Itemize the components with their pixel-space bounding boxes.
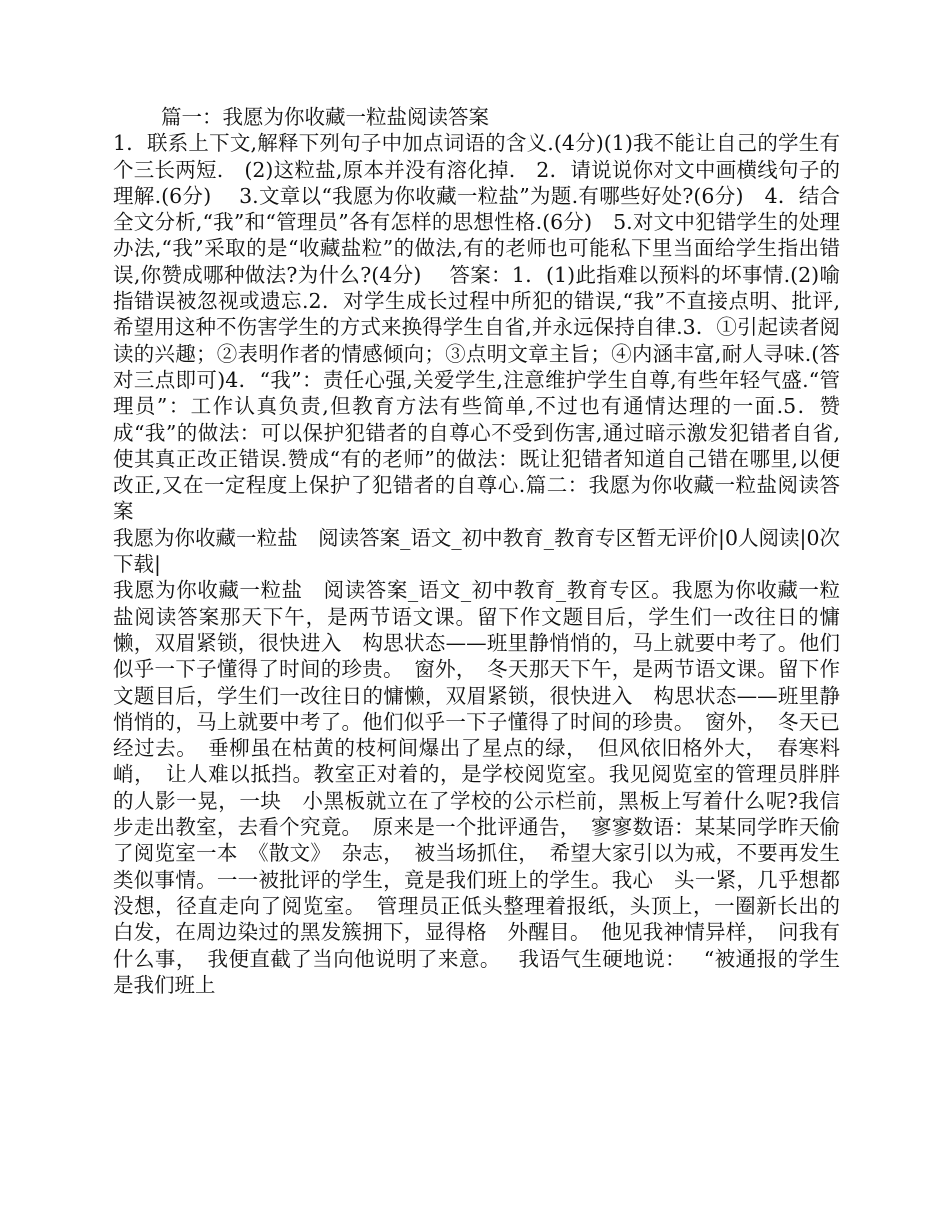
document-title: 篇一：我愿为你收藏一粒盐阅读答案 <box>161 105 489 129</box>
story-paragraph: 我愿为你收藏一粒盐 阅读答案_语文_初中教育_教育专区。我愿为你收藏一粒盐阅读答案那天下午，是两节语文课。留下作文题目后，学生们一改往日的慵懒，双眉紧锁，很快进入 构思状态——班里静悄悄的，马上就要中考了。他们似乎一下子懂得了时间的珍贵。 窗外， 冬天那天下午，是两节语文课。留下作文题目后，学生们一改往日的慵懒，双眉紧锁，很快进入 构思状态——班里静悄悄的，马上就要中考了。他们似乎一下子懂得了时间的珍贵。 窗外， 冬天已经过去。 垂柳虽在枯黄的枝柯间爆出了星点的绿， 但风依旧格外大， 春寒料峭， 让人难以抵挡。教室正对着的，是学校阅览室。我见阅览室的管理员胖胖的人影一晃，一块 小黑板就立在了学校的公示栏前，黑板上写着什么呢?我信步走出教室，去看个究竟。 原来是一个批评通告， 寥寥数语：某某同学昨天偷了阅览室一本 《散文》 杂志， 被当场抓住， 希望大家引以为戒，不要再发生类似事情。一一被批评的学生，竟是我们班上的学生。我心 头一紧，几乎想都没想，径直走向了阅览室。 管理员正低头整理着报纸，头顶上，一圈新长出的白发，在周边染过的黑发簇拥下，显得格 外醒目。 他见我神情异样， 问我有什么事， 我便直截了当向他说明了来意。 我语气生硬地说： “被通报的学生是我们班上 <box>113 578 840 997</box>
document-page <box>113 104 840 998</box>
meta-line: 我愿为你收藏一粒盐 阅读答案_语文_初中教育_教育专区暂无评价|0人阅读|0次下载| <box>113 525 840 577</box>
questions-and-answers-paragraph: 1．联系上下文,解释下列句子中加点词语的含义.(4分)(1)我不能让自己的学生有个三长两短. (2)这粒盐,原本并没有溶化掉. 2．请说说你对文中画横线句子的理解.(6分) 3.文章以“我愿为你收藏一粒盐”为题.有哪些好处?(6分) 4．结合全文分析,“我”和“管理员”各有怎样的思想性格.(6分) 5.对文中犯错学生的处理办法,“我”采取的是“收藏盐粒”的做法,有的老师也可能私下里当面给学生指出错误,你赞成哪种做法?为什么?(4分) 答案：1．(1)此指难以预料的坏事情.(2)喻指错误被忽视或遗忘.2．对学生成长过程中所犯的错误,“我”不直接点明、批评,希望用这种不伤害学生的方式来换得学生自省,并永远保持自律.3．①引起读者阅读的兴趣；②表明作者的情感倾向；③点明文章主旨；④内涵丰富,耐人寻味.(答对三点即可)4．“我”：责任心强,关爱学生,注意维护学生自尊,有些年轻气盛.“管理员”：工作认真负责,但教育方法有些简单,不过也有通情达理的一面.5．赞成“我”的做法：可以保护犯错者的自尊心不受到伤害,通过暗示激发犯错者自省,使其真正改正错误.赞成“有的老师”的做法：既让犯错者知道自己错在哪里,以便改正,又在一定程度上保护了犯错者的自尊心.篇二：我愿为你收藏一粒盐阅读答案 <box>113 131 840 524</box>
